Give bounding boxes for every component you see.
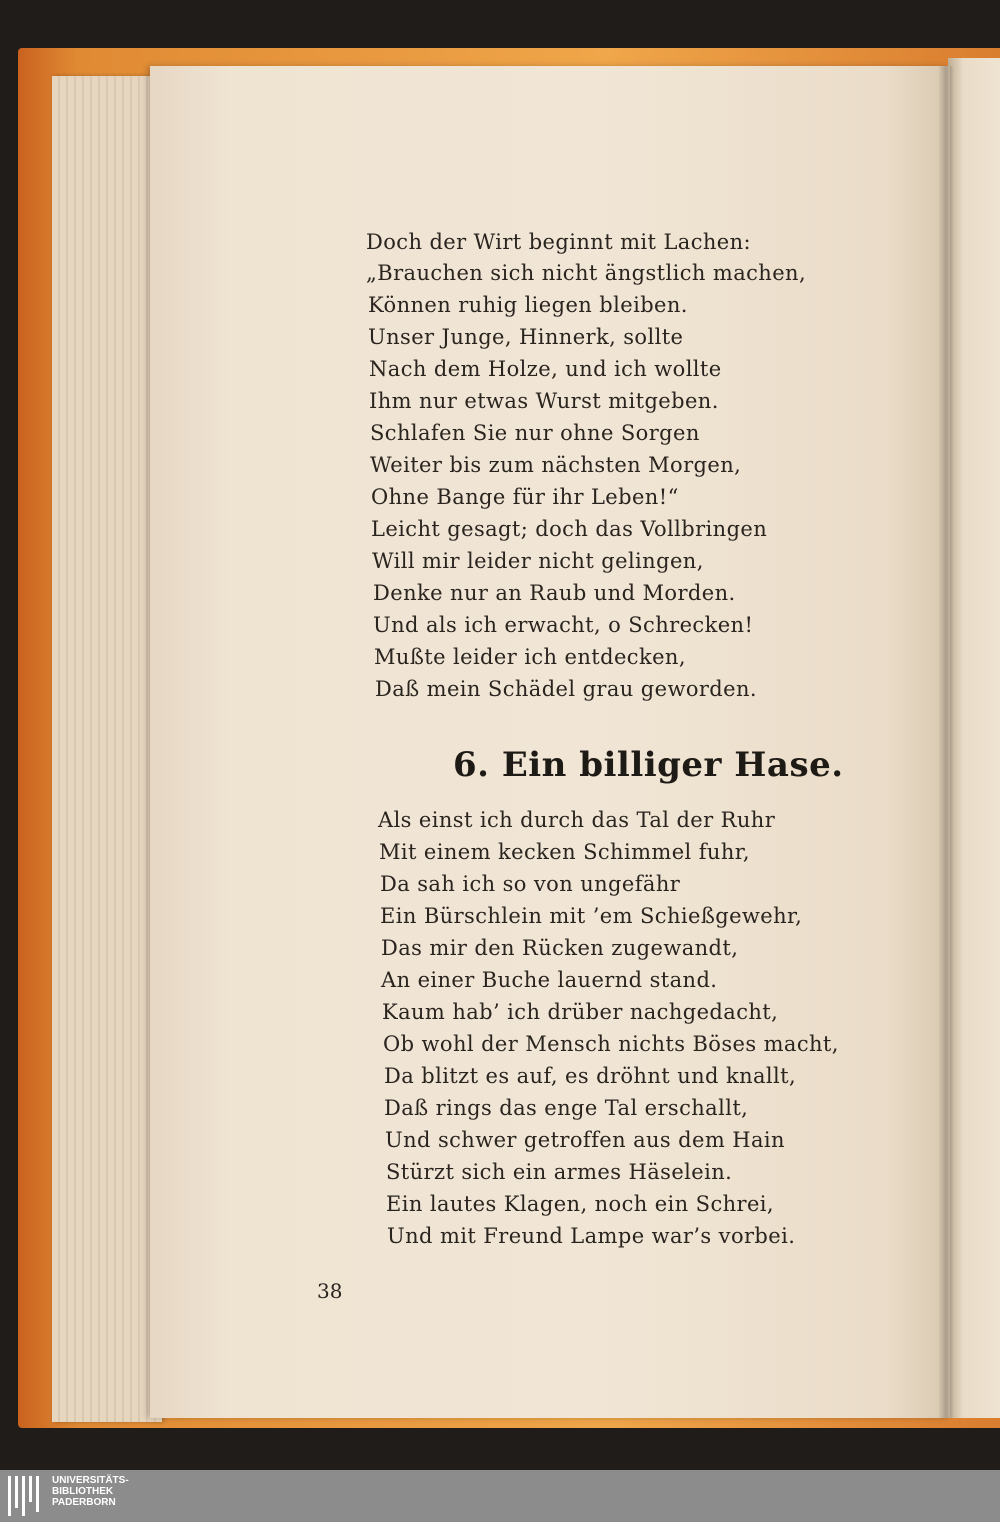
library-name-line: UNIVERSITÄTS-	[52, 1475, 129, 1486]
poem-line: Ihm nur etwas Wurst mitgeben.	[369, 389, 719, 413]
library-name-line: BIBLIOTHEK	[52, 1486, 114, 1497]
library-footer	[0, 1470, 1000, 1522]
poem-line: „Brauchen sich nicht ängstlich machen,	[366, 261, 807, 285]
poem-line: Schlafen Sie nur ohne Sorgen	[370, 421, 700, 445]
poem-line: Stürzt sich ein armes Häselein.	[386, 1160, 733, 1184]
poem-line: Da blitzt es auf, es dröhnt und knallt,	[384, 1064, 797, 1088]
poem-line: Und als ich erwacht, o Schrecken!	[373, 613, 754, 637]
spine-shadow	[938, 66, 954, 1418]
library-logo-icon	[8, 1476, 42, 1516]
facing-page	[948, 58, 1000, 1418]
poem-line: Weiter bis zum nächsten Morgen,	[370, 453, 742, 477]
poem-line: Und schwer getroffen aus dem Hain	[385, 1128, 785, 1152]
poem-line: Doch der Wirt beginnt mit Lachen:	[366, 230, 752, 254]
library-name	[52, 1475, 129, 1508]
poem-line: Daß mein Schädel grau geworden.	[375, 677, 757, 701]
poem-line: Unser Junge, Hinnerk, sollte	[368, 325, 684, 349]
poem-line: An einer Buche lauernd stand.	[381, 968, 718, 992]
poem-line: Denke nur an Raub und Morden.	[373, 581, 736, 605]
poem-line: Mußte leider ich entdecken,	[374, 645, 686, 669]
poem-line: Nach dem Holze, und ich wollte	[369, 357, 722, 381]
poem-line: Ein Bürschlein mit ’em Schießgewehr,	[380, 904, 803, 928]
poem-line: Ohne Bange für ihr Leben!“	[371, 485, 679, 509]
poem-heading: 6. Ein billiger Hase.	[453, 745, 844, 785]
library-name-line: PADERBORN	[52, 1497, 116, 1508]
poem-line: Und mit Freund Lampe war’s vorbei.	[387, 1224, 796, 1248]
poem-line: Als einst ich durch das Tal der Ruhr	[378, 808, 776, 832]
poem-line: Will mir leider nicht gelingen,	[372, 549, 704, 573]
poem-line: Können ruhig liegen bleiben.	[368, 293, 688, 317]
page-number: 38	[317, 1279, 343, 1303]
poem-line: Kaum hab’ ich drüber nachgedacht,	[382, 1000, 779, 1024]
poem-line: Daß rings das enge Tal erschallt,	[384, 1096, 749, 1120]
page-edges	[52, 76, 162, 1422]
poem-line: Ob wohl der Mensch nichts Böses macht,	[383, 1032, 839, 1056]
poem-line: Mit einem kecken Schimmel fuhr,	[379, 840, 750, 864]
poem-line: Das mir den Rücken zugewandt,	[381, 936, 739, 960]
poem-line: Ein lautes Klagen, noch ein Schrei,	[386, 1192, 775, 1216]
poem-line: Leicht gesagt; doch das Vollbringen	[371, 517, 768, 541]
poem-line: Da sah ich so von ungefähr	[380, 872, 681, 896]
